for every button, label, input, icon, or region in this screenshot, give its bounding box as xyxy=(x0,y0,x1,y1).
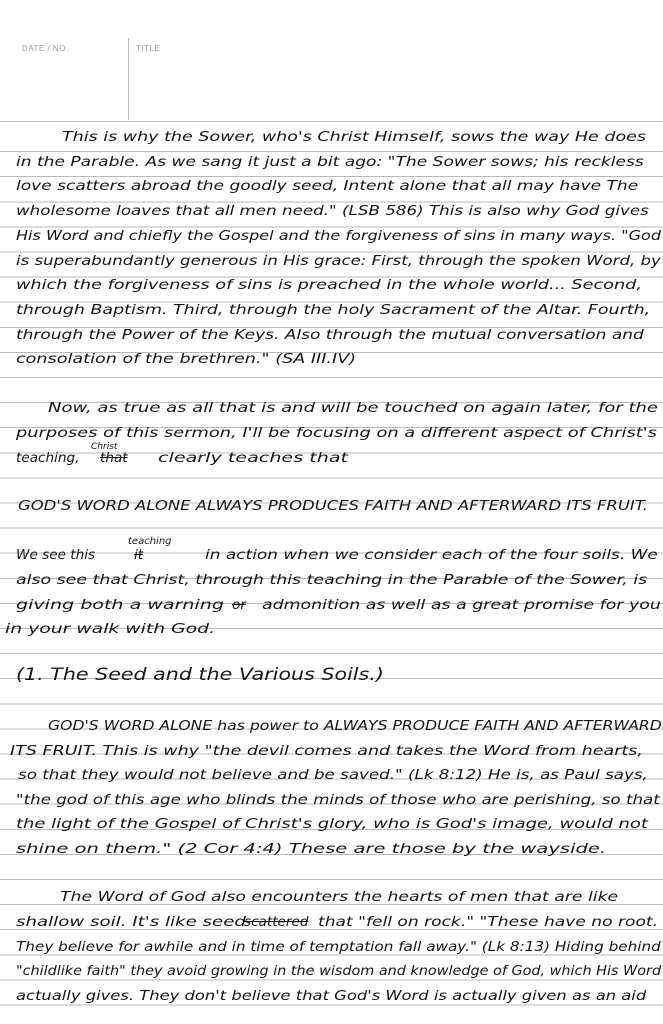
handwritten-line: The Word of God also encounters the hearts of men that are like xyxy=(60,889,619,905)
handwritten-line: consolation of the brethren." (SA III.IV) xyxy=(16,351,357,367)
handwritten-phrase-we-see-this: We see this xyxy=(16,547,96,563)
handwritten-line: through Baptism. Third, through the holy Sacrament of the Altar. Fourth, xyxy=(16,302,651,318)
handwritten-line: clearly teaches that xyxy=(158,450,349,466)
handwritten-line: They believe for awhile and in time of temptation fall away." (Lk 8:13) Hiding behind xyxy=(16,939,661,955)
handwritten-line: love scatters abroad the goodly seed, Intent alone that all may have The xyxy=(16,178,639,194)
handwritten-line: (1. The Seed and the Various Soils.) xyxy=(16,665,384,685)
date-no-label: DATE / NO. xyxy=(22,44,69,53)
handwritten-line: in the Parable. As we sang it just a bit ago: "The Sower sows; his reckless xyxy=(16,154,644,170)
caret-insert-christ: Christ xyxy=(91,442,118,452)
handwritten-line: This is why the Sower, who's Christ Himself, sows the way He does xyxy=(62,129,647,145)
handwritten-line: shine on them." (2 Cor 4:4) These are those by the wayside. xyxy=(16,841,607,857)
struck-word-scattered: scattered xyxy=(244,914,309,930)
handwritten-line: the light of the Gospel of Christ's glory, who is God's image, would not xyxy=(16,816,648,832)
handwritten-line: purposes of this sermon, I'll be focusing on a different aspect of Christ's xyxy=(16,425,657,441)
handwritten-line: actually gives. They don't believe that God's Word is actually given as an aid xyxy=(16,988,647,1004)
handwritten-line: that "fell on rock." "These have no root. xyxy=(318,914,659,930)
handwritten-line: also see that Christ, through this teaching in the Parable of the Sower, is xyxy=(16,572,648,588)
handwritten-line: giving both a warning xyxy=(16,597,224,613)
struck-word-or: or xyxy=(232,597,246,613)
handwritten-line: "the god of this age who blinds the minds of those who are perishing, so that xyxy=(16,792,660,808)
header-divider xyxy=(128,38,129,120)
handwritten-line: GOD'S WORD ALONE has power to ALWAYS PRODUCE FAITH AND AFTERWARD xyxy=(48,718,662,734)
handwritten-line: GOD'S WORD ALONE ALWAYS PRODUCES FAITH AND AFTERWARD ITS FRUIT. xyxy=(18,498,649,514)
handwritten-line: in your walk with God. xyxy=(5,621,216,637)
handwritten-line: "childlike faith" they avoid growing in the wisdom and knowledge of God, which His Word xyxy=(16,963,662,979)
handwritten-word-teaching: teaching, xyxy=(16,450,80,466)
handwritten-line: is superabundantly generous in His grace: First, through the spoken Word, by xyxy=(16,253,661,269)
handwritten-line: through the Power of the Keys. Also through the mutual conversation and xyxy=(16,327,644,343)
handwritten-line: which the forgiveness of sins is preached in the whole world... Second, xyxy=(16,277,642,293)
handwritten-line: in action when we consider each of the four soils. We xyxy=(205,547,658,563)
handwritten-line: so that they would not believe and be saved." (Lk 8:12) He is, as Paul says, xyxy=(18,767,648,783)
handwritten-line: ITS FRUIT. This is why "the devil comes and takes the Word from hearts, xyxy=(10,743,643,759)
handwritten-line: admonition as well as a great promise for you xyxy=(262,597,661,613)
handwritten-line: His Word and chiefly the Gospel and the forgiveness of sins in many ways. "God xyxy=(16,228,662,244)
handwritten-line: Now, as true as all that is and will be touched on again later, for the xyxy=(48,400,658,416)
struck-word-that: that xyxy=(100,450,128,466)
page-header xyxy=(0,0,663,122)
handwritten-line: shallow soil. It's like seed xyxy=(16,914,246,930)
handwritten-line: wholesome loaves that all men need." (LSB 586) This is also why God gives xyxy=(16,203,649,219)
caret-insert-teaching: teaching xyxy=(128,536,172,547)
title-label: TITLE xyxy=(136,44,161,53)
struck-word-it: it xyxy=(134,547,144,563)
